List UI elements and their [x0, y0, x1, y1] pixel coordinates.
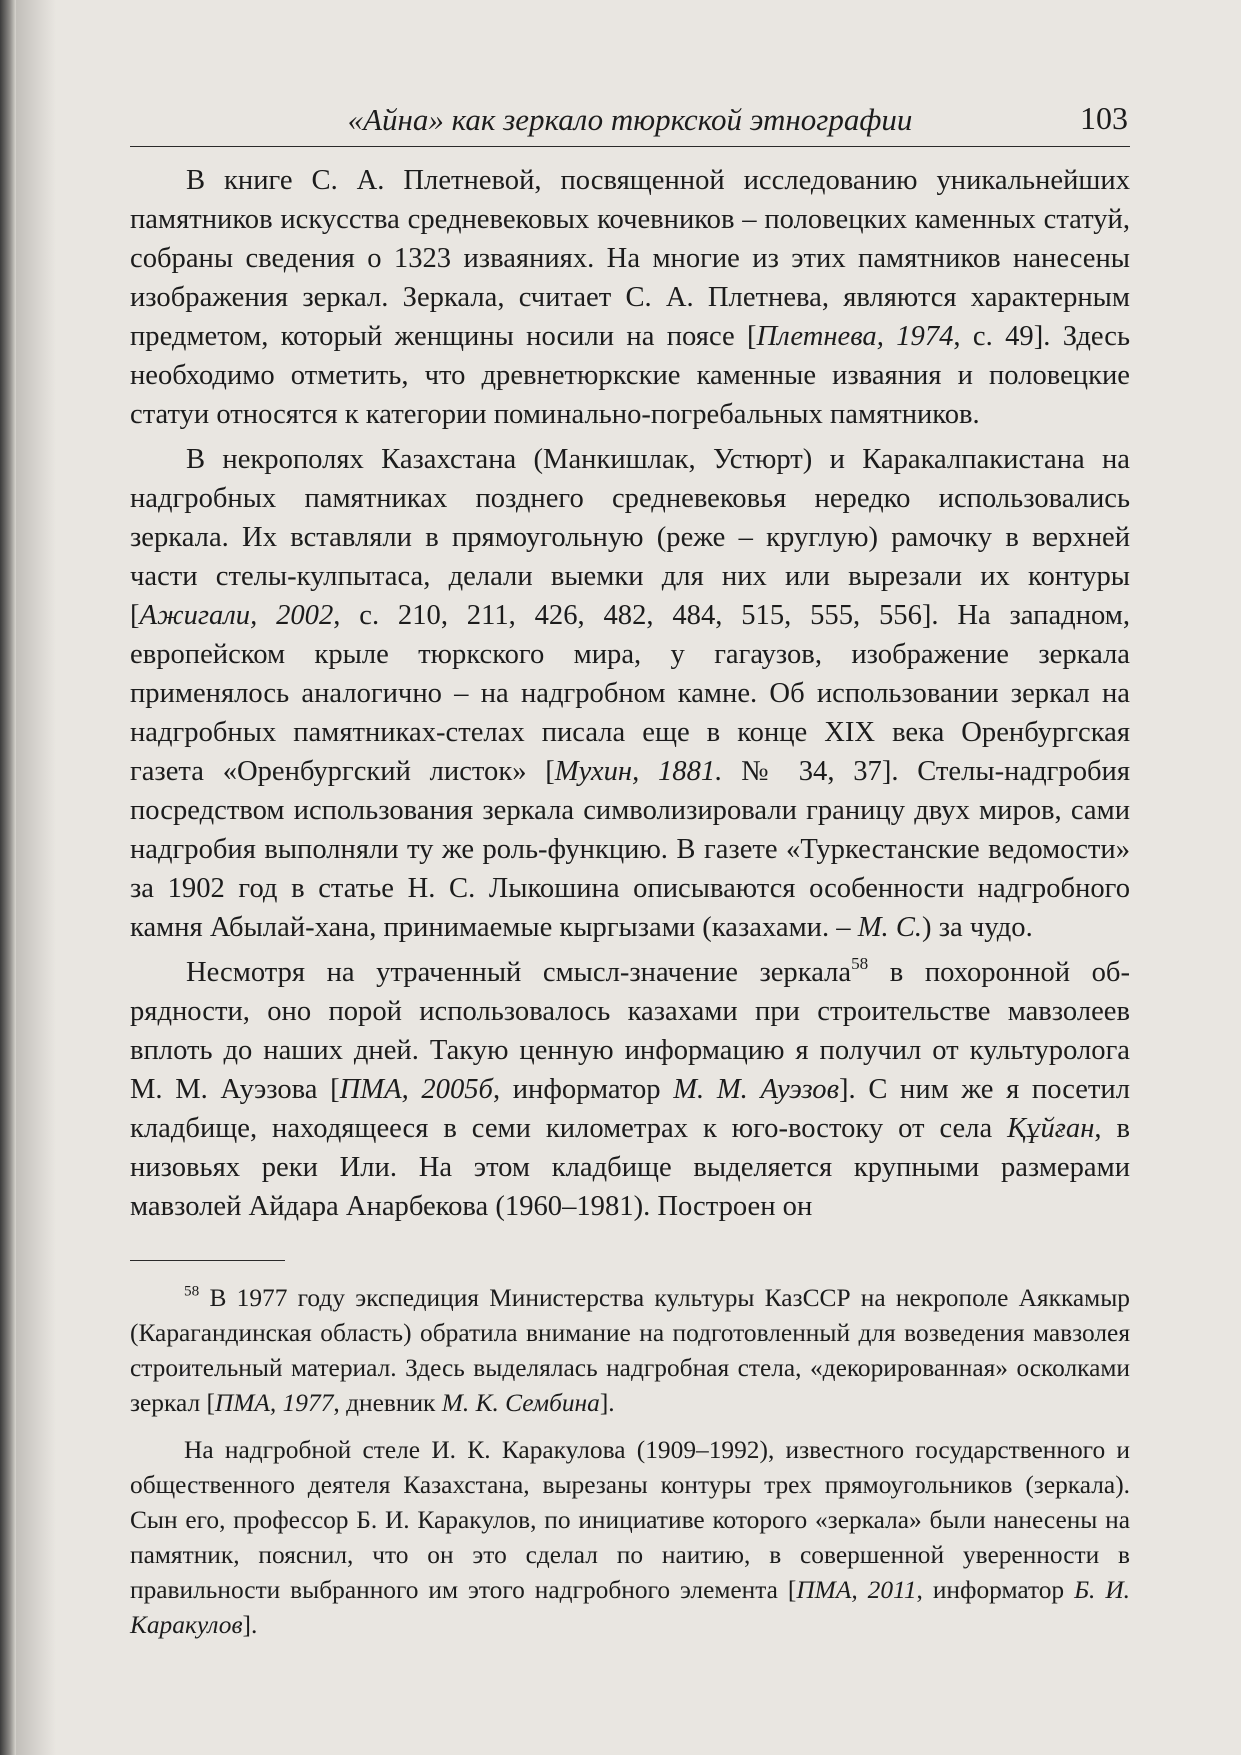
gutter-shadow [16, 0, 56, 1755]
citation-source: ПМА, 2011 [796, 1576, 917, 1604]
text-run: в похоронной обрядности, оно порой использовалось казахами при строительстве мавзолеев вплоть до наших дней. Такую ценную информацию я получил от культуролога М. М. Ауэзова [ [130, 957, 1130, 1105]
citation-source: ПМА, 2005б [339, 1074, 493, 1105]
text-run: На надгробной стеле И. К. Каракулова (1909–1992), известного государственного и общественного деятеля Казахстана, вырезаны контуры трех прямоугольников (зеркала). Сын его, профессор Б. И. Каракулов, по инициативе которого «зеркала» были нанесены на памятник, пояснил, что он это сделал по наитию, в совершенной уверенности в правильности выбранного им этого надгробного элемента [ [130, 1436, 1130, 1604]
footnote-marker: 58 [851, 954, 869, 973]
text-run: В 1977 году экспедиция Министерства культуры КазССР на некрополе Аяккамыр (Карагандинская область) обратила внимание на подготовленный для возведения мавзолея строительный материал. Здесь выделялась надгробная стела, «декорированная» осколками зеркал [ [130, 1284, 1130, 1417]
footnote-number: 58 [184, 1282, 200, 1300]
text-run: В книге С. А. Плетневой, посвященной исследованию уникальнейших памятников искусства средневековых кочевников – половецких каменных статуй, собраны сведения о 1323 изваяниях. На многие из этих памятников нанесены изображения зеркал. Зеркала, считает С. А. Плетнева, являются характерным предметом, который женщины носили на поясе [ [130, 165, 1130, 352]
text-run: , в низовьях реки Или. На этом кладбище выделяется крупными размерами мавзолей Айдара Анарбекова (1960–1981). Построен он [130, 1113, 1130, 1222]
footnote-separator [130, 1260, 285, 1261]
author-initials: М. С. [857, 912, 923, 943]
text-run: ]. [599, 1389, 615, 1417]
paragraph-1 [130, 161, 1130, 434]
text-run: ]. С ним же я посетил кладбище, находящееся в семи километрах к юго-востоку от села [130, 1074, 1131, 1144]
footnotes [130, 1281, 1130, 1643]
place-name: Құйған [1007, 1113, 1095, 1144]
book-binding-edge [0, 0, 16, 1755]
citation-author: Ажигали, 2002 [139, 600, 334, 631]
text-run: , дневник [333, 1389, 442, 1417]
text-run: , с. 49]. Здесь необходимо отметить, что древнетюркские каменные изваяния и половецкие статуи относятся к категории поминально-погребальных памятников. [130, 321, 1131, 430]
paragraph-2 [130, 440, 1130, 947]
text-run: В некрополях Казахстана (Манкишлак, Устюрт) и Каракалпакистана на надгробных памятниках позднего средневековья нередко использовались зеркала. Их вставляли в прямоугольную (реже – круглую) рамочку в верхней части стелы-кулпытаса, делали выемки для них или вырезали их контуры [ [130, 444, 1130, 631]
book-page [130, 90, 1130, 1643]
page-number: 103 [1080, 100, 1128, 136]
citation-source: ПМА, 1977 [214, 1389, 334, 1417]
paragraph-3 [130, 953, 1130, 1226]
diary-author: М. К. Сембина [441, 1389, 600, 1417]
text-run: ]. [242, 1611, 258, 1639]
citation-author: Плетнева, 1974 [756, 321, 954, 352]
informant-name: Б. И. Каракулов [130, 1576, 1131, 1639]
text-run: № 34, 37]. Стелы-надгробия посредством использования зеркала символизировали границу двух миров, сами надгробия выполняли ту же роль-функцию. В газете «Туркестанские ведомости» за 1902 год в статье Н. С. Лыкошина описываются особенности надгробного камня Абылай-хана, принимаемые кыргызами (казахами. – [130, 756, 1130, 943]
text-run: Несмотря на утраченный смысл-значение зеркала [186, 957, 852, 988]
main-text [130, 161, 1130, 1226]
running-header [130, 90, 1130, 147]
footnote-58 [130, 1281, 1130, 1421]
text-run: ) за чудо. [922, 912, 1033, 943]
text-run: , информатор [492, 1074, 674, 1105]
running-title: «Айна» как зеркало тюркской этнографии [347, 102, 913, 137]
footnote-continuation [130, 1433, 1130, 1643]
informant-name: М. М. Ауэзов [673, 1074, 840, 1105]
text-run: , с. 210, 211, 426, 482, 484, 515, 555, 556]. На западном, европейском крыле тюркского мира, у гагаузов, изображение зеркала применялось аналогично – на надгробном камне. Об использовании зеркал на надгробных памятниках-стелах писала еще в конце XIX века Оренбургская газета «Оренбургский листок» [ [130, 600, 1130, 787]
citation-author: Мухин, 1881. [554, 756, 723, 787]
text-run: , информатор [916, 1576, 1075, 1604]
